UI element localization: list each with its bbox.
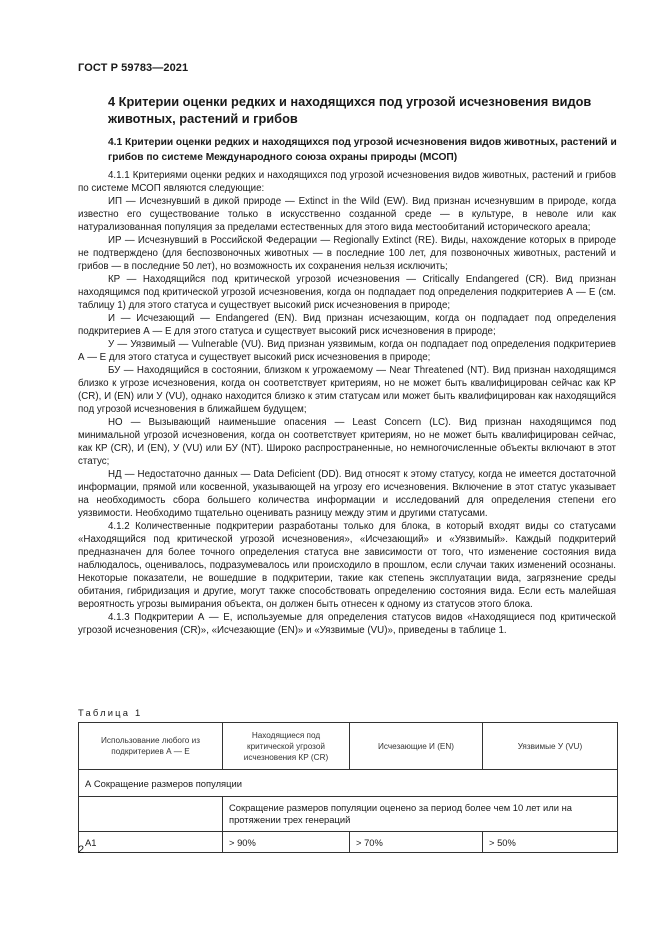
paragraph-nd: НД — Недостаточно данных — Data Deficient (DD). Вид относят к этому статусу, когда не имеется достаточной информации, прямой или косвенной, указывающей на угрозу его исчезновения. Включение в этот статус указывает на необходимость сбора большего количества информации и исследований для определения степени его уязвимости. Необходимо тщательно оценивать разницу между этим и другими статусами. [78, 469, 616, 519]
cr-value-cell: > 90% [223, 832, 350, 853]
paragraph-bu: БУ — Находящийся в состоянии, близком к угрожаемому — Near Threatened (NT). Вид признан находящимся близко к угрозе исчезновения, когда он соответствует критериям, но не может быть квалифицирован сейчас как КР (CR), И (EN) или У (VU), однако находится близко к этим статусам или может быть квалифицирован как находящийся под угрозой исчезновения в ближайшем будущем; [78, 365, 616, 415]
body-text [78, 169, 616, 637]
header-cell: Находящиеся под критической угрозой исчезновения КР (CR) [223, 723, 350, 770]
section-row-cell: А Сокращение размеров популяции [79, 770, 618, 797]
table-caption: Таблица 1 [78, 707, 143, 718]
table-section-row [79, 770, 618, 797]
paragraph-4-1-3: 4.1.3 Подкритерии А — Е, используемые для определения статусов видов «Находящиеся под критической угрозой исчезновения (CR)», «Исчезающие (EN)» и «Уязвимые (VU)», приведены в таблице 1. [78, 612, 616, 636]
header-cell: Использование любого из подкритериев А — Е [79, 723, 223, 770]
paragraph-i: И — Исчезающий — Endangered (EN). Вид признан исчезающим, когда он подпадает под определения подкритериев А — Е для этого статуса и существует высокий риск исчезновения в природе; [78, 313, 616, 337]
vu-value-cell: > 50% [483, 832, 618, 853]
paragraph-ip: ИП — Исчезнувший в дикой природе — Extinct in the Wild (EW). Вид признан исчезнувшим в природе, когда известно его существование только в искусственно созданной среде — в культуре, в неволе или как натурализованная популяция за пределами естественных для этого вида местообитаний исторического ареала; [78, 196, 616, 233]
empty-cell [79, 797, 223, 832]
paragraph-kr: КР — Находящийся под критической угрозой исчезновения — Critically Endangered (CR). Вид признан находящимся под критической угрозой исчезновения, когда он подпадает под определения подкритериев А — Е (см. таблицу 1) для этого статуса и существует высокий риск исчезновения в природе; [78, 274, 616, 311]
table-header-row [79, 723, 618, 770]
table-criterion-row [79, 797, 618, 832]
criteria-table [78, 722, 618, 853]
en-value-cell: > 70% [350, 832, 483, 853]
subsection-title: 4.1 Критерии оценки редких и находящихся под угрозой исчезновения видов животных, растений и грибов по системе Международного союза охраны природы (МСОП) [108, 137, 617, 163]
paragraph-4-1-1: 4.1.1 Критериями оценки редких и находящихся под угрозой исчезновения видов животных, растений и грибов по системе МСОП являются следующие: [78, 170, 616, 194]
section-title: 4 Критерии оценки редких и находящихся под угрозой исчезновения видов животных, растений и грибов [108, 94, 592, 126]
header-cell: Уязвимые У (VU) [483, 723, 618, 770]
table-row [79, 832, 618, 853]
header-cell: Исчезающие И (EN) [350, 723, 483, 770]
paragraph-ir: ИР — Исчезнувший в Российской Федерации — Regionally Extinct (RE). Виды, нахождение которых в природе не подтверждено (для беспозвоночных животных — в последние 100 лет, для позвоночных животных, растений и грибов — в последние 50 лет), но возможность их сохранения нельзя исключить; [78, 235, 616, 272]
paragraph-no: НО — Вызывающий наименьшие опасения — Least Concern (LC). Вид признан находящимся под минимальной угрозой исчезновения, когда он соответствует критериям, но не может быть квалифицирован сейчас, как КР (CR), И (EN), У (VU) или БУ (NT). Широко распространенные, но немногочисленные объекты включают в этот статус; [78, 417, 616, 467]
page-number: 2 [78, 844, 85, 856]
paragraph-4-1-2: 4.1.2 Количественные подкритерии разработаны только для блока, в который входят виды со статусами «Находящийся под критической угрозой исчезновения», «Исчезающий» и «Уязвимый». Каждый подкритерий предназначен для более точного определения статуса вне зависимости от того, что изменение состояния вида наблюдалось, оценивалось, подразумевалось или происходило в прошлом, если случаи таких изменений осознаны. Некоторые показатели, не вошедшие в подкритерии, такие как степень эксплуатации вида, загрязнение среды обитания, гибридизация и другие, могут также способствовать определению состояния вида. Если есть малейшая вероятность угрозы вымирания объекта, он должен быть отнесен к одному из статусов этого блока. [78, 521, 616, 610]
paragraph-u: У — Уязвимый — Vulnerable (VU). Вид признан уязвимым, когда он подпадает под определения подкритериев А — Е для этого статуса и существует высокий риск исчезновения в природе; [78, 339, 616, 363]
criterion-cell: Сокращение размеров популяции оценено за период более чем 10 лет или на протяжении трех генераций [223, 797, 618, 832]
row-label-cell: А1 [79, 832, 223, 853]
document-id: ГОСТ Р 59783—2021 [78, 62, 189, 74]
